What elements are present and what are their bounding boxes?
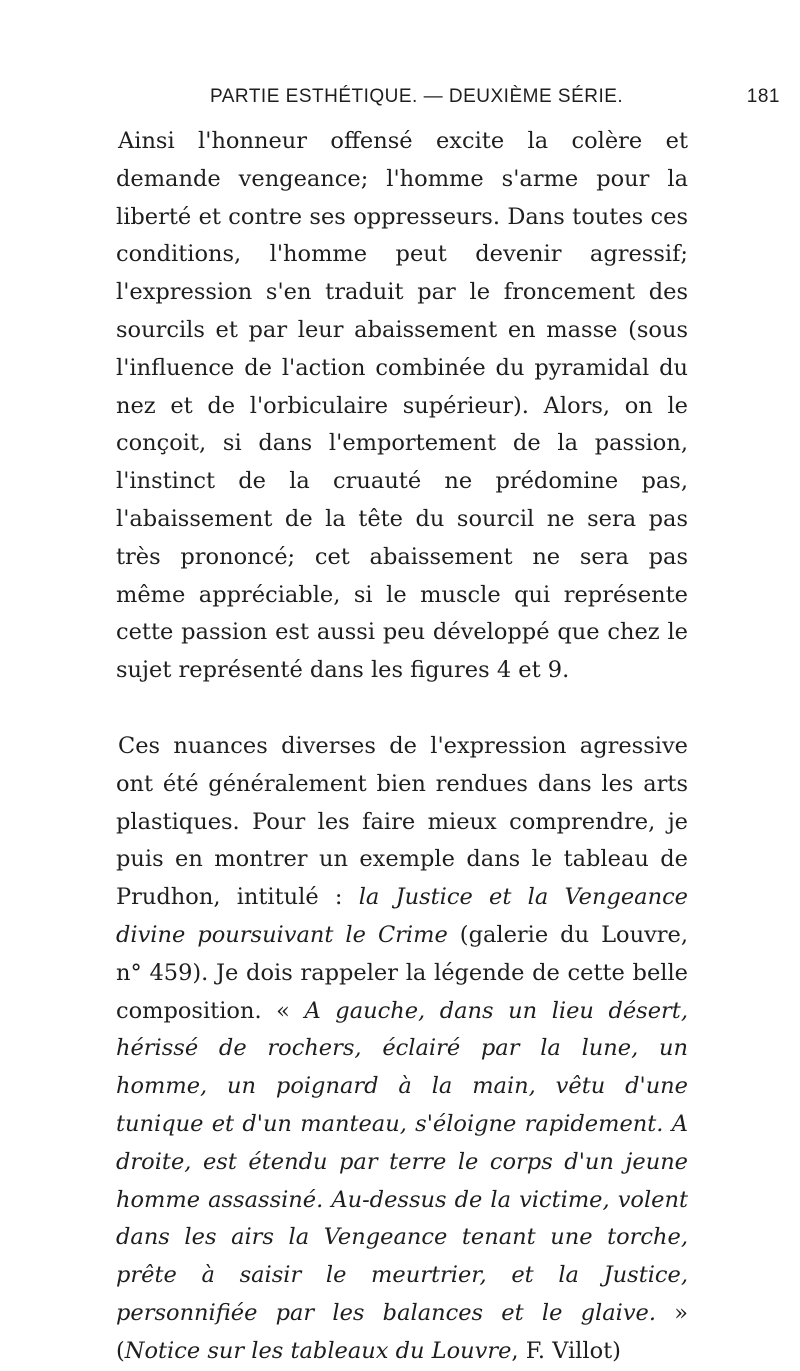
painting-title: la Justice et la Vengeance divine poursuivant le Crime bbox=[116, 884, 688, 948]
running-head bbox=[210, 86, 780, 114]
paragraph-honneur: Ainsi l'honneur offensé excite la colère et demande vengeance; l'homme s'arme pour la liberté et contre ses oppresseurs. Dans toutes ces conditions, l'homme peut devenir agressif; l'expression s'en traduit par le froncement des sourcils et par leur abaissement en masse (sous l'influence de l'action combinée du pyramidal du nez et de l'orbiculaire supérieur). Alors, on le conçoit, si dans l'emportement de la passion, l'instinct de la cruauté ne prédomine pas, l'abaissement de la tête du sourcil ne sera pas très prononcé; cet abaissement ne sera pas même appréciable, si le muscle qui représente cette passion est aussi peu développé que chez le sujet représenté dans les figures 4 et 9. bbox=[116, 128, 688, 684]
source-title: Notice sur les tableaux du Louvre bbox=[124, 1337, 512, 1364]
body-text bbox=[116, 123, 688, 1371]
source-author: , F. Villot) bbox=[511, 1337, 621, 1364]
page-number: 181 bbox=[746, 86, 780, 107]
quote-open: « bbox=[276, 997, 305, 1024]
paragraph-intro: Ces nuances diverses de l'expression agressive ont été généralement bien rendues dans les arts plastiques. Pour les faire mieux comprendre, je puis en montrer un exemple dans le tableau de Prudhon, intitulé : bbox=[116, 732, 688, 911]
painting-legend: A gauche, dans un lieu désert, hérissé de rochers, éclairé par la lune, un homme, un poignard à la main, vêtu d'une tunique et d'un manteau, s'éloigne rapidement. A droite, est étendu par terre le corps d'un jeune homme assassiné. Au-dessus de la victime, volent dans les airs la Vengeance tenant une torche, prête à saisir le meurtrier, et la Justice, personnifiée par les balances et le glaive. bbox=[116, 997, 688, 1326]
paragraph-prudhon bbox=[116, 728, 688, 1371]
painting-location: (galerie du Louvre, n° 459). Je dois rappeler la légende de cette belle composition. bbox=[116, 921, 689, 1024]
quote-close: » ( bbox=[116, 1299, 688, 1364]
running-title: PARTIE ESTHÉTIQUE. — DEUXIÈME SÉRIE. bbox=[210, 86, 624, 107]
